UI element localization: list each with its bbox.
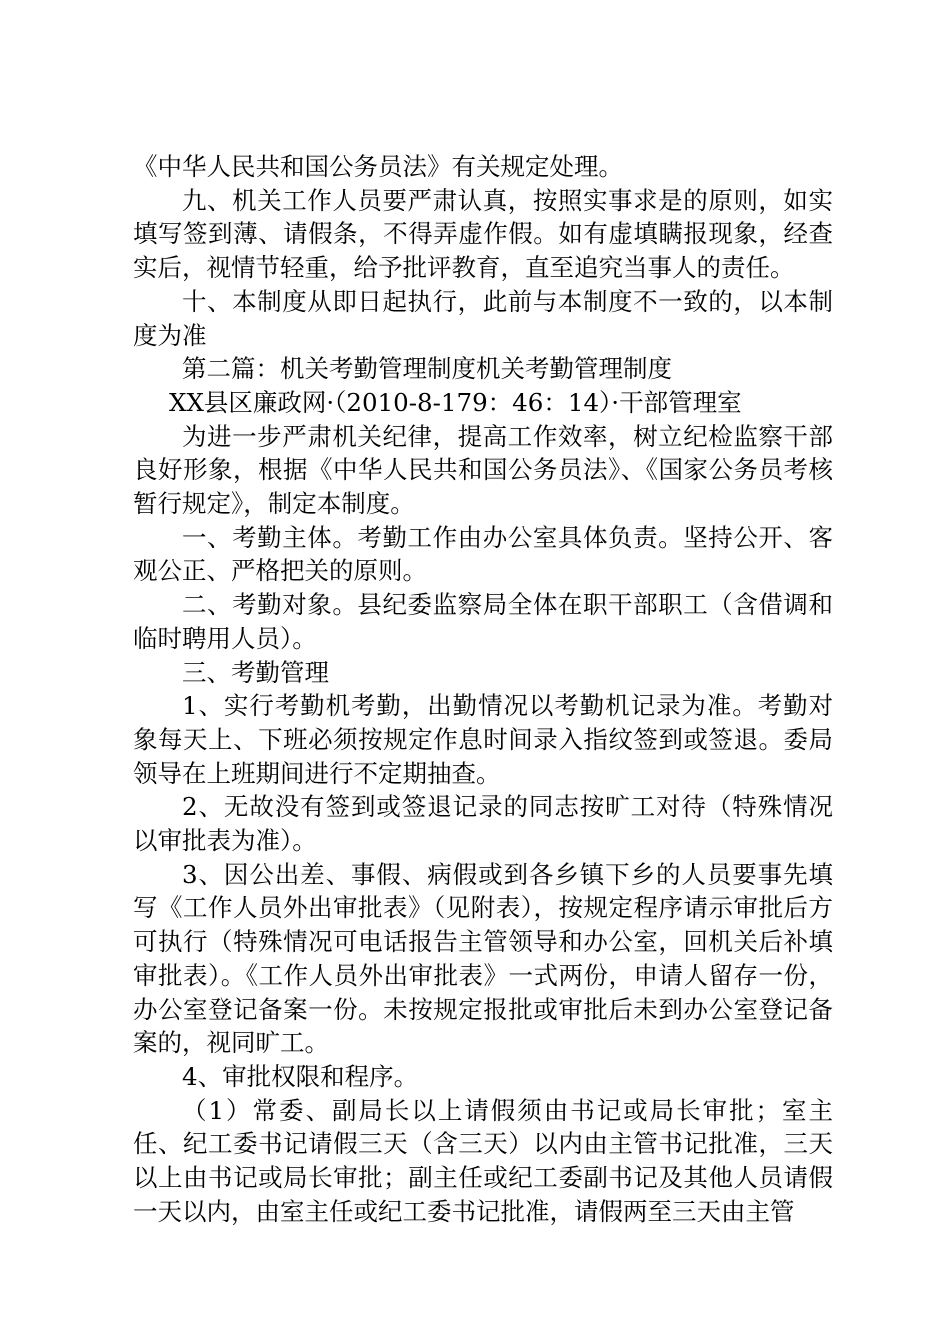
- paragraph-intro: 为进一步严肃机关纪律，提高工作效率，树立纪检监察干部良好形象，根据《中华人民共和国公务员法》、《国家公务员考核暂行规定》，制定本制度。: [133, 421, 833, 519]
- paragraph-rule-2: 2、无故没有签到或签退记录的同志按旷工对待（特殊情况以审批表为准）。: [133, 792, 833, 856]
- paragraph-continuation: 《中华人民共和国公务员法》有关规定处理。: [133, 152, 623, 181]
- document-body: [133, 150, 833, 1229]
- paragraph-rule-4: 4、审批权限和程序。: [182, 1061, 419, 1091]
- section-heading: 第二篇：机关考勤管理制度机关考勤管理制度: [182, 354, 672, 384]
- paragraph-subject: 一、考勤主体。考勤工作由办公室具体负责。坚持公开、客观公正、严格把关的原则。: [133, 522, 833, 586]
- paragraph-rule-1: 1、实行考勤机考勤，出勤情况以考勤机记录为准。考勤对象每天上、下班必须按规定作息时间录入指纹签到或签退。委局领导在上班期间进行不定期抽查。: [133, 691, 833, 788]
- paragraph-rule-3: 3、因公出差、事假、病假或到各乡镇下乡的人员要事先填写《工作人员外出审批表》（见附表），按规定程序请示审批后方可执行（特殊情况可电话报告主管领导和办公室，回机关后补填审批表）。《工作人员外出审批表》一式两份，申请人留存一份，办公室登记备案一份。未按规定报批或审批后未到办公室登记备案的，视同旷工。: [133, 859, 833, 1058]
- source-line: XX县区廉政网·（2010-8-179：46：14）·干部管理室: [169, 387, 742, 417]
- paragraph-rule-4-1: （1）常委、副局长以上请假须由书记或局长审批；室主任、纪工委书记请假三天（含三天）以内由主管书记批准，三天以上由书记或局长审批；副主任或纪工委副书记及其他人员请假一天以内，由室主任或纪工委书记批准，请假两至三天由主管: [133, 1095, 833, 1226]
- paragraph-item-10: 十、本制度从即日起执行，此前与本制度不一致的，以本制度为准: [133, 286, 833, 350]
- paragraph-item-9: 九、机关工作人员要严肃认真，按照实事求是的原则，如实填写签到薄、请假条，不得弄虚作假。如有虚填瞒报现象，经查实后，视情节轻重，给予批评教育，直至追究当事人的责任。: [133, 185, 833, 283]
- paragraph-management-heading: 三、考勤管理: [182, 657, 329, 687]
- paragraph-object: 二、考勤对象。县纪委监察局全体在职干部职工（含借调和临时聘用人员）。: [133, 590, 833, 653]
